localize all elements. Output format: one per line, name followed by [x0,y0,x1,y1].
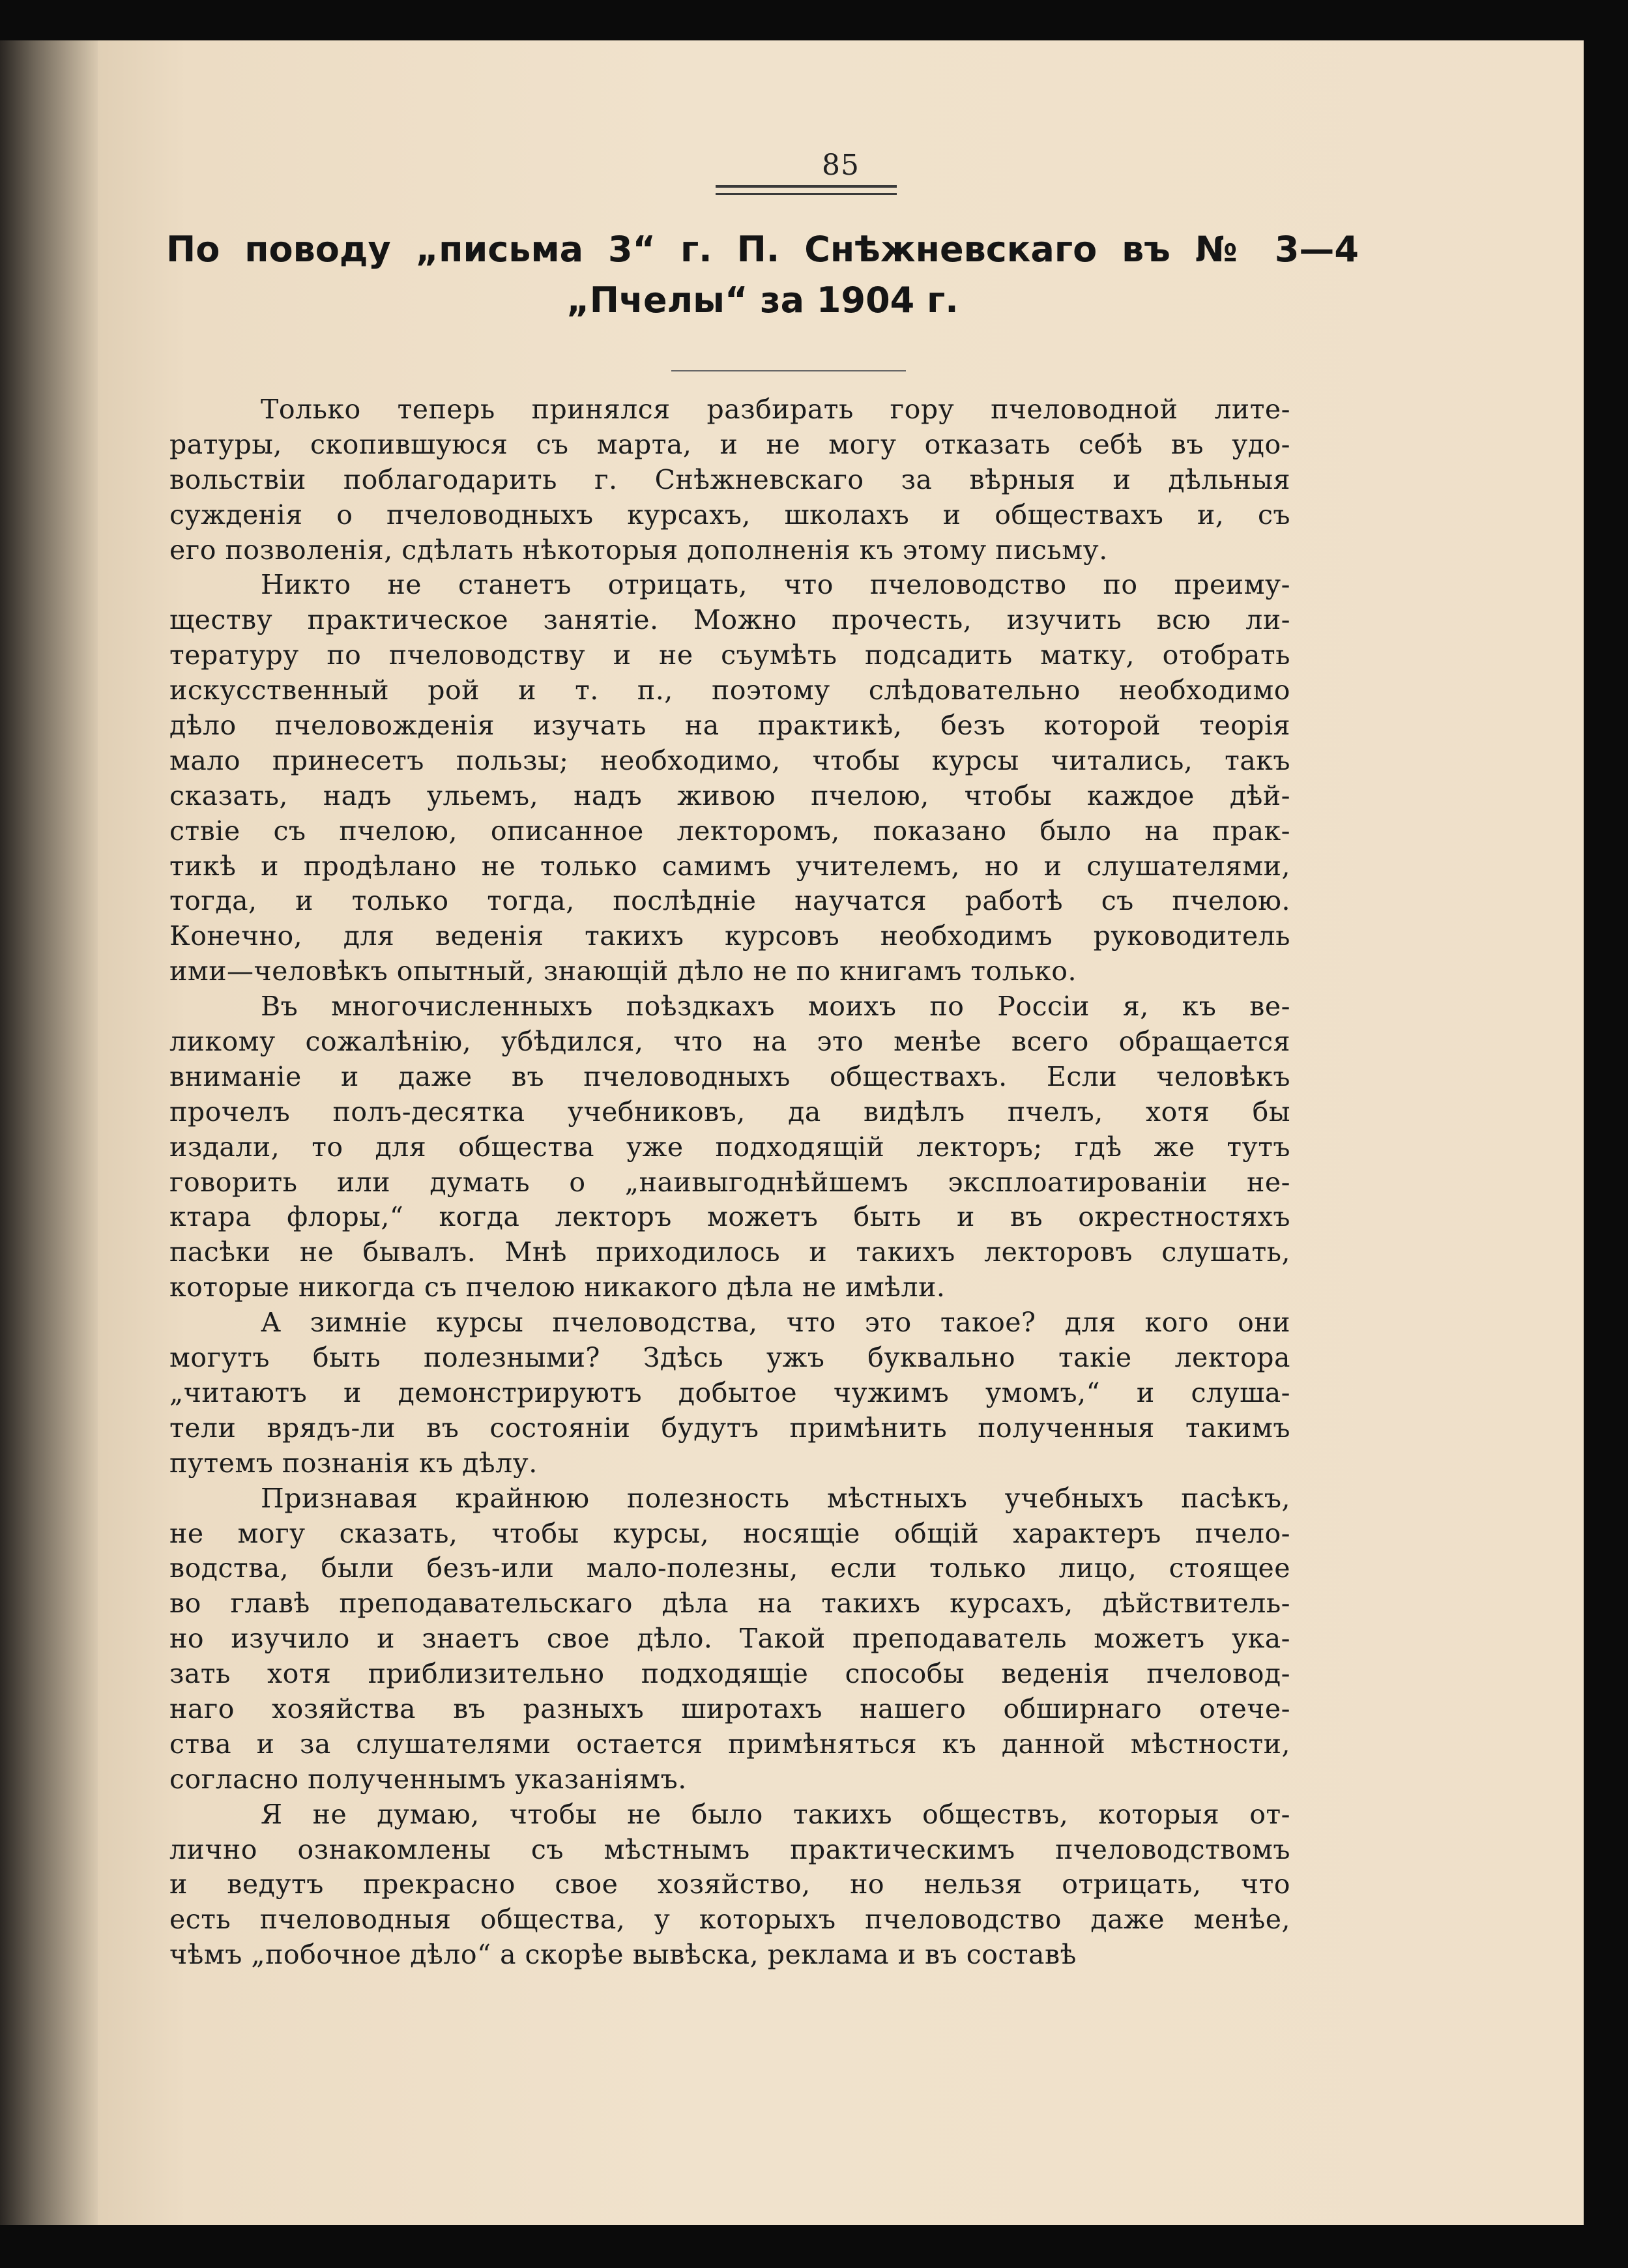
text-line: сказать, надъ ульемъ, надъ живою пчелою, чтобы каждое дѣй- [169,779,1290,811]
text-line: есть пчеловодныя общества, у которыхъ пчеловодство даже менѣе, [169,1904,1290,1936]
text-line: лично ознакомлены съ мѣстнымъ практическимъ пчеловодствомъ [169,1833,1290,1865]
text-line: ствіе съ пчелою, описанное лекторомъ, показано было на прак- [169,815,1290,847]
text-line: ими—человѣкъ опытный, знающій дѣло не по книгамъ только. [169,955,1077,987]
header-rule-double [716,193,897,195]
text-line: тературу по пчеловодству и не съумѣть подсадить матку, отобрать [169,639,1290,671]
text-line: Въ многочисленныхъ поѣздкахъ моихъ по Россіи я, къ ве- [261,991,1290,1023]
text-line: водства, были безъ-или мало-полезны, если только лицо, стоящее [169,1552,1290,1584]
text-line: чѣмъ „побочное дѣло“ а скорѣе вывѣска, реклама и въ составѣ [169,1939,1077,1971]
text-line: пасѣки не бывалъ. Мнѣ приходилось и такихъ лекторовъ слушать, [169,1236,1290,1268]
text-line: ства и за слушателями остается примѣняться къ данной мѣстности, [169,1728,1290,1760]
text-line: вниманіе и даже въ пчеловодныхъ обществахъ. Если человѣкъ [169,1060,1290,1092]
text-line: ликому сожалѣнію, убѣдился, что на это менѣе всего обращается [169,1026,1290,1058]
text-line: но изучило и знаетъ свое дѣло. Такой преподаватель можетъ ука- [169,1623,1290,1655]
text-line: издали, то для общества уже подходящій лекторъ; гдѣ же тутъ [169,1131,1290,1163]
text-line: искусственный рой и т. п., поэтому слѣдовательно необходимо [169,675,1290,706]
text-line: не могу сказать, чтобы курсы, носящіе общій характеръ пчело- [169,1517,1290,1549]
text-line: путемъ познанія къ дѣлу. [169,1447,538,1479]
book-page [98,40,1584,2225]
text-line: мало принесетъ пользы; необходимо, чтобы курсы читались, такъ [169,744,1290,776]
text-line: Признавая крайнюю полезность мѣстныхъ учебныхъ пасѣкъ, [261,1482,1290,1514]
text-line: ратуры, скопившуюся съ марта, и не могу отказать себѣ въ удо- [169,428,1290,460]
text-line: тели врядъ-ли въ состояніи будутъ примѣнить полученныя такимъ [169,1412,1290,1444]
text-line: могутъ быть полезными? Здѣсь ужъ буквально такіе лектора [169,1342,1290,1374]
text-line: его позволенія, сдѣлать нѣкоторыя дополненія къ этому письму. [169,534,1108,566]
text-line: согласно полученнымъ указаніямъ. [169,1763,687,1795]
text-line: ктара флоры,“ когда лекторъ можетъ быть и въ окрестностяхъ [169,1201,1290,1233]
text-line: и ведутъ прекрасно свое хозяйство, но нельзя отрицать, что [169,1868,1290,1900]
text-line: которые никогда съ пчелою никакого дѣла не имѣли. [169,1272,946,1303]
text-line: ществу практическое занятіе. Можно прочесть, изучить всю ли- [169,604,1290,636]
text-line: „читаютъ и демонстрируютъ добытое чужимъ умомъ,“ и слуша- [169,1376,1290,1408]
article-title-line-1: По поводу „письма 3“ г. П. Снѣжневскаго въ № 3—4 [166,229,1359,270]
text-line: говорить или думать о „наивыгоднѣйшемъ эксплоатированіи не- [169,1166,1290,1198]
page-number: 85 [822,149,860,182]
text-line: зать хотя приблизительно подходящіе способы веденія пчеловод- [169,1658,1290,1690]
text-line: тикѣ и продѣлано не только самимъ учителемъ, но и слушателями, [169,850,1290,882]
header-rule [716,185,897,188]
article-body [169,392,1290,1973]
text-line: Только теперь принялся разбирать гору пчеловодной лите- [261,394,1290,425]
title-separator [671,370,906,371]
text-line: прочелъ полъ-десятка учебниковъ, да видѣлъ пчелъ, хотя бы [169,1096,1290,1127]
text-line: Никто не станетъ отрицать, что пчеловодство по преиму- [261,569,1290,601]
text-line: наго хозяйства въ разныхъ широтахъ нашего обширнаго отече- [169,1693,1290,1724]
text-line: Я не думаю, чтобы не было такихъ обществъ, которыя от- [261,1798,1290,1830]
article-title [166,224,1359,326]
article-title-line-2: „Пчелы“ за 1904 г. [566,280,959,321]
text-line: тогда, и только тогда, послѣдніе научатся работѣ съ пчелою. [169,885,1290,917]
book-spine-shadow [0,40,98,2225]
text-line: Конечно, для веденія такихъ курсовъ необходимъ руководитель [169,920,1290,952]
text-line: сужденія о пчеловодныхъ курсахъ, школахъ и обществахъ и, съ [169,499,1290,531]
text-line: А зимніе курсы пчеловодства, что это такое? для кого они [261,1307,1290,1339]
text-line: дѣло пчеловожденія изучать на практикѣ, безъ которой теорія [169,710,1290,742]
text-line: во главѣ преподавательскаго дѣла на такихъ курсахъ, дѣйствитель- [169,1588,1290,1620]
text-line: вольствіи поблагодарить г. Снѣжневскаго за вѣрныя и дѣльныя [169,463,1290,495]
